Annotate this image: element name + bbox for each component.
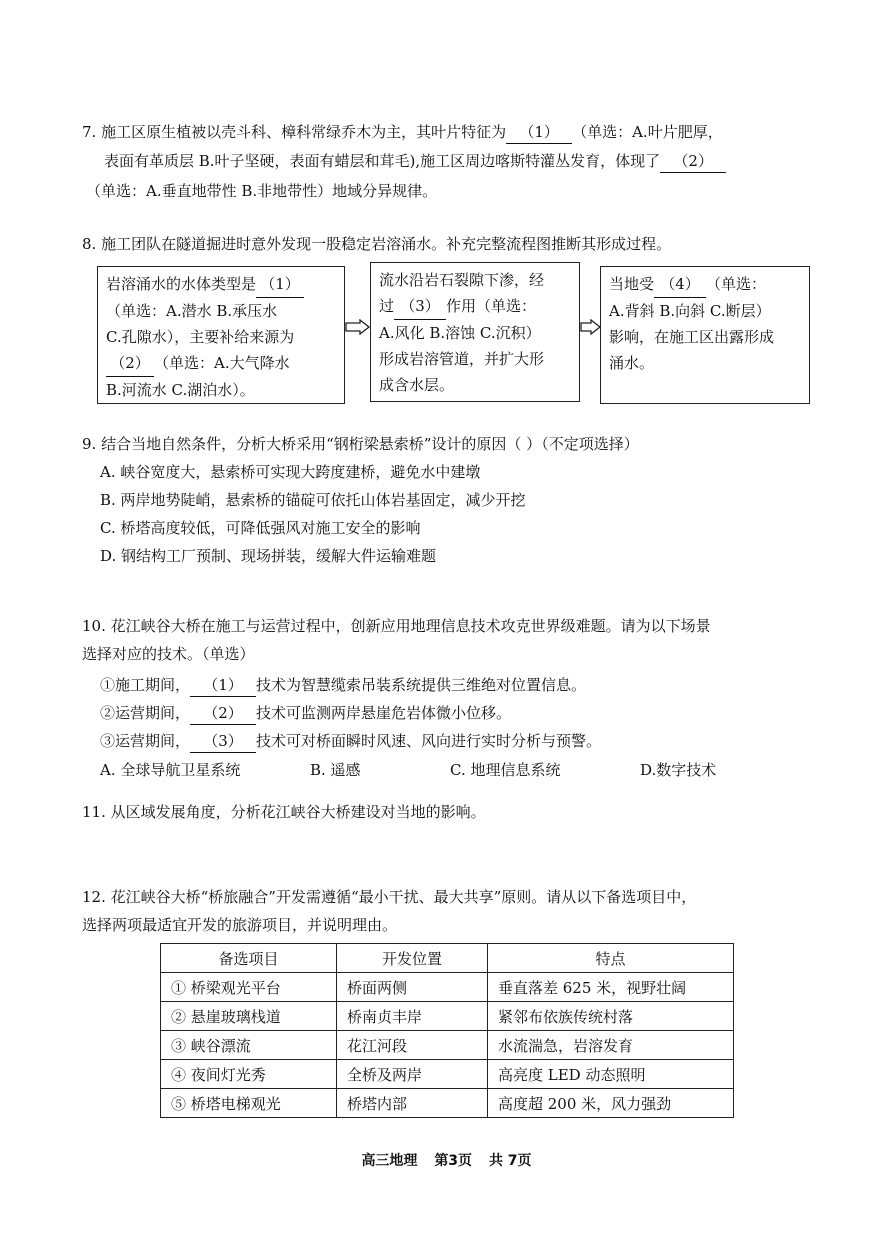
q7-blank-1[interactable]: （1）: [506, 121, 572, 144]
q7-line-2: [104, 150, 726, 173]
q10-item-3-post: 技术可对桥面瞬时风速、风向进行实时分析与预警。: [256, 732, 602, 750]
flow-box-3: [600, 266, 810, 404]
q10-item-3-pre: ③运营期间，: [100, 732, 191, 750]
q10-item-1: [100, 674, 586, 697]
box1-text-4: （单选：A.大气降水: [154, 354, 290, 372]
q8-title: [82, 233, 671, 255]
table-row: [161, 1002, 734, 1031]
box2-line-3: A.风化 B.溶蚀 C.沉积）: [379, 324, 541, 342]
q11-text: 11. 从区域发展角度，分析花江峡谷大桥建设对当地的影响。: [82, 803, 486, 821]
row5-feature: 高度超 200 米，风力强劲: [488, 1089, 734, 1118]
q10-blank-1[interactable]: （1）: [190, 674, 256, 697]
flow-arrow-1-icon: [345, 319, 371, 335]
q10-blank-2[interactable]: （2）: [190, 702, 256, 725]
row3-feature: 水流湍急，岩溶发育: [488, 1031, 734, 1060]
q10-item-3: [100, 730, 601, 753]
box2-line-5: 成含水层。: [379, 376, 455, 394]
q9-option-c[interactable]: C. 桥塔高度较低，可降低强风对施工安全的影响: [100, 519, 421, 537]
q12-line-2: 选择两项最适宜开发的旅游项目，并说明理由。: [82, 916, 398, 934]
q10-line-1: 10. 花江峡谷大桥在施工与运营过程中，创新应用地理信息技术攻克世界级难题。请为以下场景: [82, 617, 711, 635]
box1-line-5: B.河流水 C.湖泊水）。: [106, 381, 255, 399]
header-feature: 特点: [488, 944, 734, 973]
flow-arrow-2-icon: [580, 319, 602, 335]
row2-project: ② 悬崖玻璃栈道: [161, 1002, 337, 1031]
q10-item-2-pre: ②运营期间，: [100, 704, 191, 722]
q7-text-1a: 7. 施工区原生植被以壳斗科、樟科常绿乔木为主，其叶片特征为: [82, 123, 507, 141]
box2-text-2a: 过: [379, 297, 395, 315]
q10-item-1-post: 技术为智慧缆索吊装系统提供三维绝对位置信息。: [256, 676, 587, 694]
row4-project: ④ 夜间灯光秀: [161, 1060, 337, 1089]
q9-option-d[interactable]: D. 钢结构工厂预制、现场拼装，缓解大件运输难题: [100, 547, 437, 565]
row1-project: ① 桥梁观光平台: [161, 973, 337, 1002]
q10-item-1-pre: ①施工期间，: [100, 676, 191, 694]
table-row: [161, 1089, 734, 1118]
q7-blank-2[interactable]: （2）: [660, 150, 726, 173]
box2-line-2: [379, 293, 571, 320]
box2-blank-3[interactable]: （3）: [394, 293, 446, 320]
table-row: [161, 973, 734, 1002]
q7-text-2a: 表面有革质层 B.叶子坚硬，表面有蜡层和茸毛),施工区周边喀斯特灌丛发育，体现了: [104, 152, 661, 170]
table-row: [161, 1060, 734, 1089]
row4-feature: 高亮度 LED 动态照明: [488, 1060, 734, 1089]
footer-total-pages: 共 7页: [488, 1153, 532, 1169]
row3-project: ③ 峡谷漂流: [161, 1031, 337, 1060]
box3-line-3: 影响，在施工区出露形成: [609, 328, 775, 346]
q7-text-3: （单选：A.垂直地带性 B.非地带性）地域分异规律。: [86, 182, 438, 200]
row3-location: 花江河段: [337, 1031, 488, 1060]
box2-text-2b: 作用（单选：: [446, 297, 537, 315]
box1-line-1: [106, 271, 336, 298]
q10-option-b[interactable]: B. 遥感: [310, 761, 361, 779]
box1-blank-2[interactable]: （2）: [106, 350, 154, 377]
box1-line-4: [106, 350, 336, 377]
footer-subject: 高三地理: [361, 1153, 418, 1169]
box2-line-4: 形成岩溶管道，并扩大形: [379, 350, 545, 368]
box1-line-2: （单选：A.潜水 B.承压水: [106, 302, 278, 320]
q8-title-text: 8. 施工团队在隧道掘进时意外发现一股稳定岩溶涌水。补充完整流程图推断其形成过程。: [82, 235, 672, 253]
q10-option-d[interactable]: D.数字技术: [640, 761, 717, 779]
box3-text-1a: 当地受: [609, 275, 655, 293]
flow-box-2: [370, 262, 580, 402]
box3-line-2: A.背斜 B.向斜 C.断层）: [609, 302, 771, 320]
header-location: 开发位置: [337, 944, 488, 973]
row4-location: 全桥及两岸: [337, 1060, 488, 1089]
box3-line-4: 涌水。: [609, 354, 655, 372]
box3-text-1b: （单选：: [706, 275, 767, 293]
box3-blank-4[interactable]: （4）: [654, 271, 706, 298]
table-row: [161, 1031, 734, 1060]
page-footer: [0, 1150, 893, 1170]
box1-blank-1[interactable]: （1）: [256, 271, 304, 298]
q10-line-2: 选择对应的技术。（单选）: [82, 645, 255, 663]
project-table: [160, 943, 734, 1118]
header-project: 备选项目: [161, 944, 337, 973]
q7-text-1b: （单选：A.叶片肥厚，: [572, 123, 723, 141]
box1-line-3: C.孔隙水），主要补给来源为: [106, 328, 295, 346]
row1-location: 桥面两侧: [337, 973, 488, 1002]
row5-location: 桥塔内部: [337, 1089, 488, 1118]
box1-text-1: 岩溶涌水的水体类型是: [106, 275, 257, 293]
table-header-row: [161, 944, 734, 973]
row1-feature: 垂直落差 625 米，视野壮阔: [488, 973, 734, 1002]
q10-option-a[interactable]: A. 全球导航卫星系统: [100, 761, 241, 779]
row2-location: 桥南贞丰岸: [337, 1002, 488, 1031]
q9-option-a[interactable]: A. 峡谷宽度大，悬索桥可实现大跨度建桥，避免水中建墩: [100, 463, 481, 481]
box3-line-1: [609, 271, 801, 298]
q9-stem-text: 9. 结合当地自然条件，分析大桥采用“钢桁梁悬索桥”设计的原因（ ）（不定项选择）: [82, 435, 639, 453]
row5-project: ⑤ 桥塔电梯观光: [161, 1089, 337, 1118]
q9-option-b[interactable]: B. 两岸地势陡峭，悬索桥的锚碇可依托山体岩基固定，减少开挖: [100, 491, 526, 509]
flow-box-1: [97, 266, 345, 404]
q10-item-2: [100, 702, 511, 725]
q7-line-1: [82, 121, 723, 144]
q10-option-c[interactable]: C. 地理信息系统: [450, 761, 561, 779]
q12-line-1: 12. 花江峡谷大桥“桥旅融合”开发需遵循“最小干扰、最大共享”原则。请从以下备选项目中，: [82, 888, 697, 906]
row2-feature: 紧邻布依族传统村落: [488, 1002, 734, 1031]
q9-stem: [82, 433, 639, 455]
q10-item-2-post: 技术可监测两岸悬崖危岩体微小位移。: [256, 704, 512, 722]
box2-line-1: 流水沿岩石裂隙下渗，经: [379, 271, 545, 289]
footer-page-number: 第3页: [434, 1153, 473, 1169]
q7-line-3: [86, 180, 437, 202]
q10-blank-3[interactable]: （3）: [190, 730, 256, 753]
